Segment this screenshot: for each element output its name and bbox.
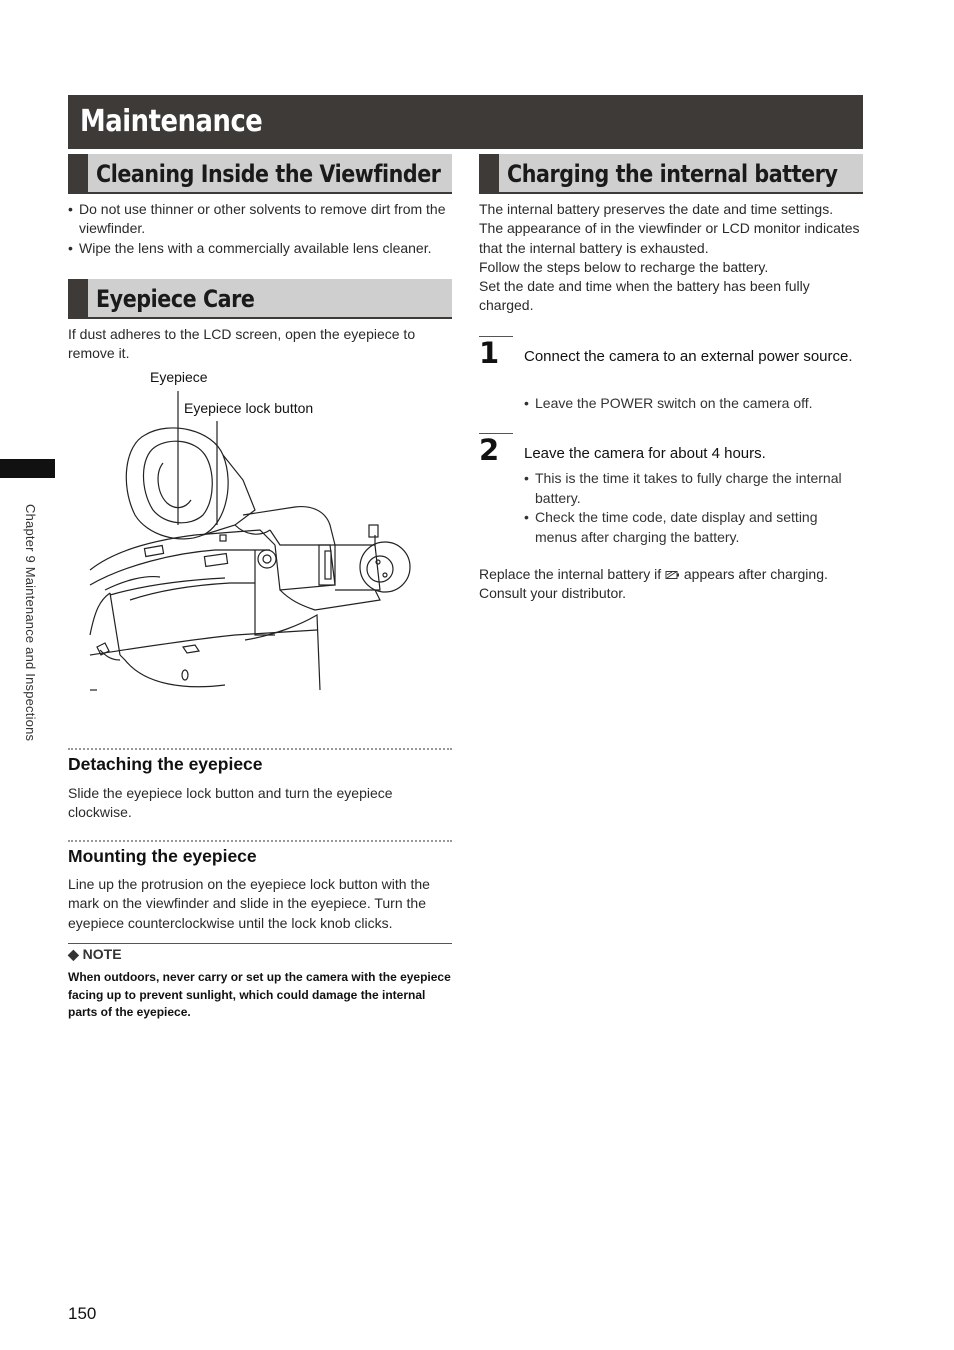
note-title: ◆ NOTE [68, 946, 122, 962]
dotted-divider [68, 748, 452, 750]
page-number: 150 [68, 1304, 97, 1323]
section-title: Charging the internal battery [507, 160, 838, 188]
step-text: Connect the camera to an external power source. [524, 348, 853, 365]
step-bullets [524, 394, 859, 414]
page-title: Maintenance [80, 104, 263, 139]
section-title: Cleaning Inside the Viewfinder [96, 160, 441, 188]
chapter-tab-marker [0, 459, 55, 478]
eyepiece-intro: If dust adheres to the LCD screen, open the eyepiece to remove it. [68, 326, 416, 362]
section-marker [479, 154, 499, 192]
note-text: When outdoors, never carry or set up the camera with the eyepiece facing up to prevent sunlight, which could damage the internal parts of the eyepiece. [68, 970, 451, 1020]
section-header-battery [479, 154, 863, 194]
detach-heading: Detaching the eyepiece [68, 754, 263, 774]
step-bullets [524, 469, 859, 547]
chapter-side-label: Chapter 9 Maintenance and Inspections [23, 504, 38, 742]
mount-heading: Mounting the eyepiece [68, 846, 257, 866]
battery-warning-icon [665, 570, 680, 580]
outro-text: appears after charging. [680, 566, 828, 582]
detach-text: Slide the eyepiece lock button and turn the eyepiece clockwise. [68, 785, 393, 821]
step-number: 1 [479, 336, 500, 370]
callout-eyepiece: Eyepiece [150, 369, 208, 385]
step-text: Leave the camera for about 4 hours. [524, 445, 766, 462]
battery-intro [479, 200, 863, 316]
list-item: • Check the time code, date display and setting menus after charging the battery. [524, 508, 859, 547]
paragraph: The internal battery preserves the date and time settings. [479, 201, 834, 217]
paragraph: Follow the steps below to recharge the battery. [479, 258, 769, 275]
paragraph [479, 565, 863, 584]
section-title: Eyepiece Care [96, 285, 255, 313]
mount-text: Line up the protrusion on the eyepiece lock button with the mark on the viewfinder and slide in the eyepiece. Turn the eyepiece counterclockwise until the lock knob clicks. [68, 876, 430, 931]
paragraph: Set the date and time when the battery has been fully charged. [479, 278, 810, 314]
callout-eyepiece-lock-button: Eyepiece lock button [184, 400, 314, 416]
battery-outro [479, 565, 863, 604]
paragraph: Consult your distributor. [479, 585, 627, 602]
note-rule [68, 943, 452, 944]
viewfinder-bullets [68, 200, 452, 258]
page-title-bar [68, 95, 863, 149]
list-item: • This is the time it takes to fully charge the internal battery. [524, 469, 859, 508]
list-item: • Leave the POWER switch on the camera off. [524, 394, 859, 414]
outro-text: Replace the internal battery if [479, 566, 665, 582]
section-header-viewfinder [68, 154, 452, 194]
dotted-divider [68, 840, 452, 842]
section-header-eyepiece [68, 279, 452, 319]
camera-illustration [85, 385, 425, 705]
section-marker [68, 154, 88, 192]
paragraph: The appearance of in the viewfinder or LCD monitor indicates that the internal battery is exhausted. [479, 220, 860, 256]
list-item: • Wipe the lens with a commercially available lens cleaner. [68, 239, 452, 258]
step-number: 2 [479, 433, 500, 467]
list-item: • Do not use thinner or other solvents to remove dirt from the viewfinder. [68, 200, 452, 239]
section-marker [68, 279, 88, 317]
